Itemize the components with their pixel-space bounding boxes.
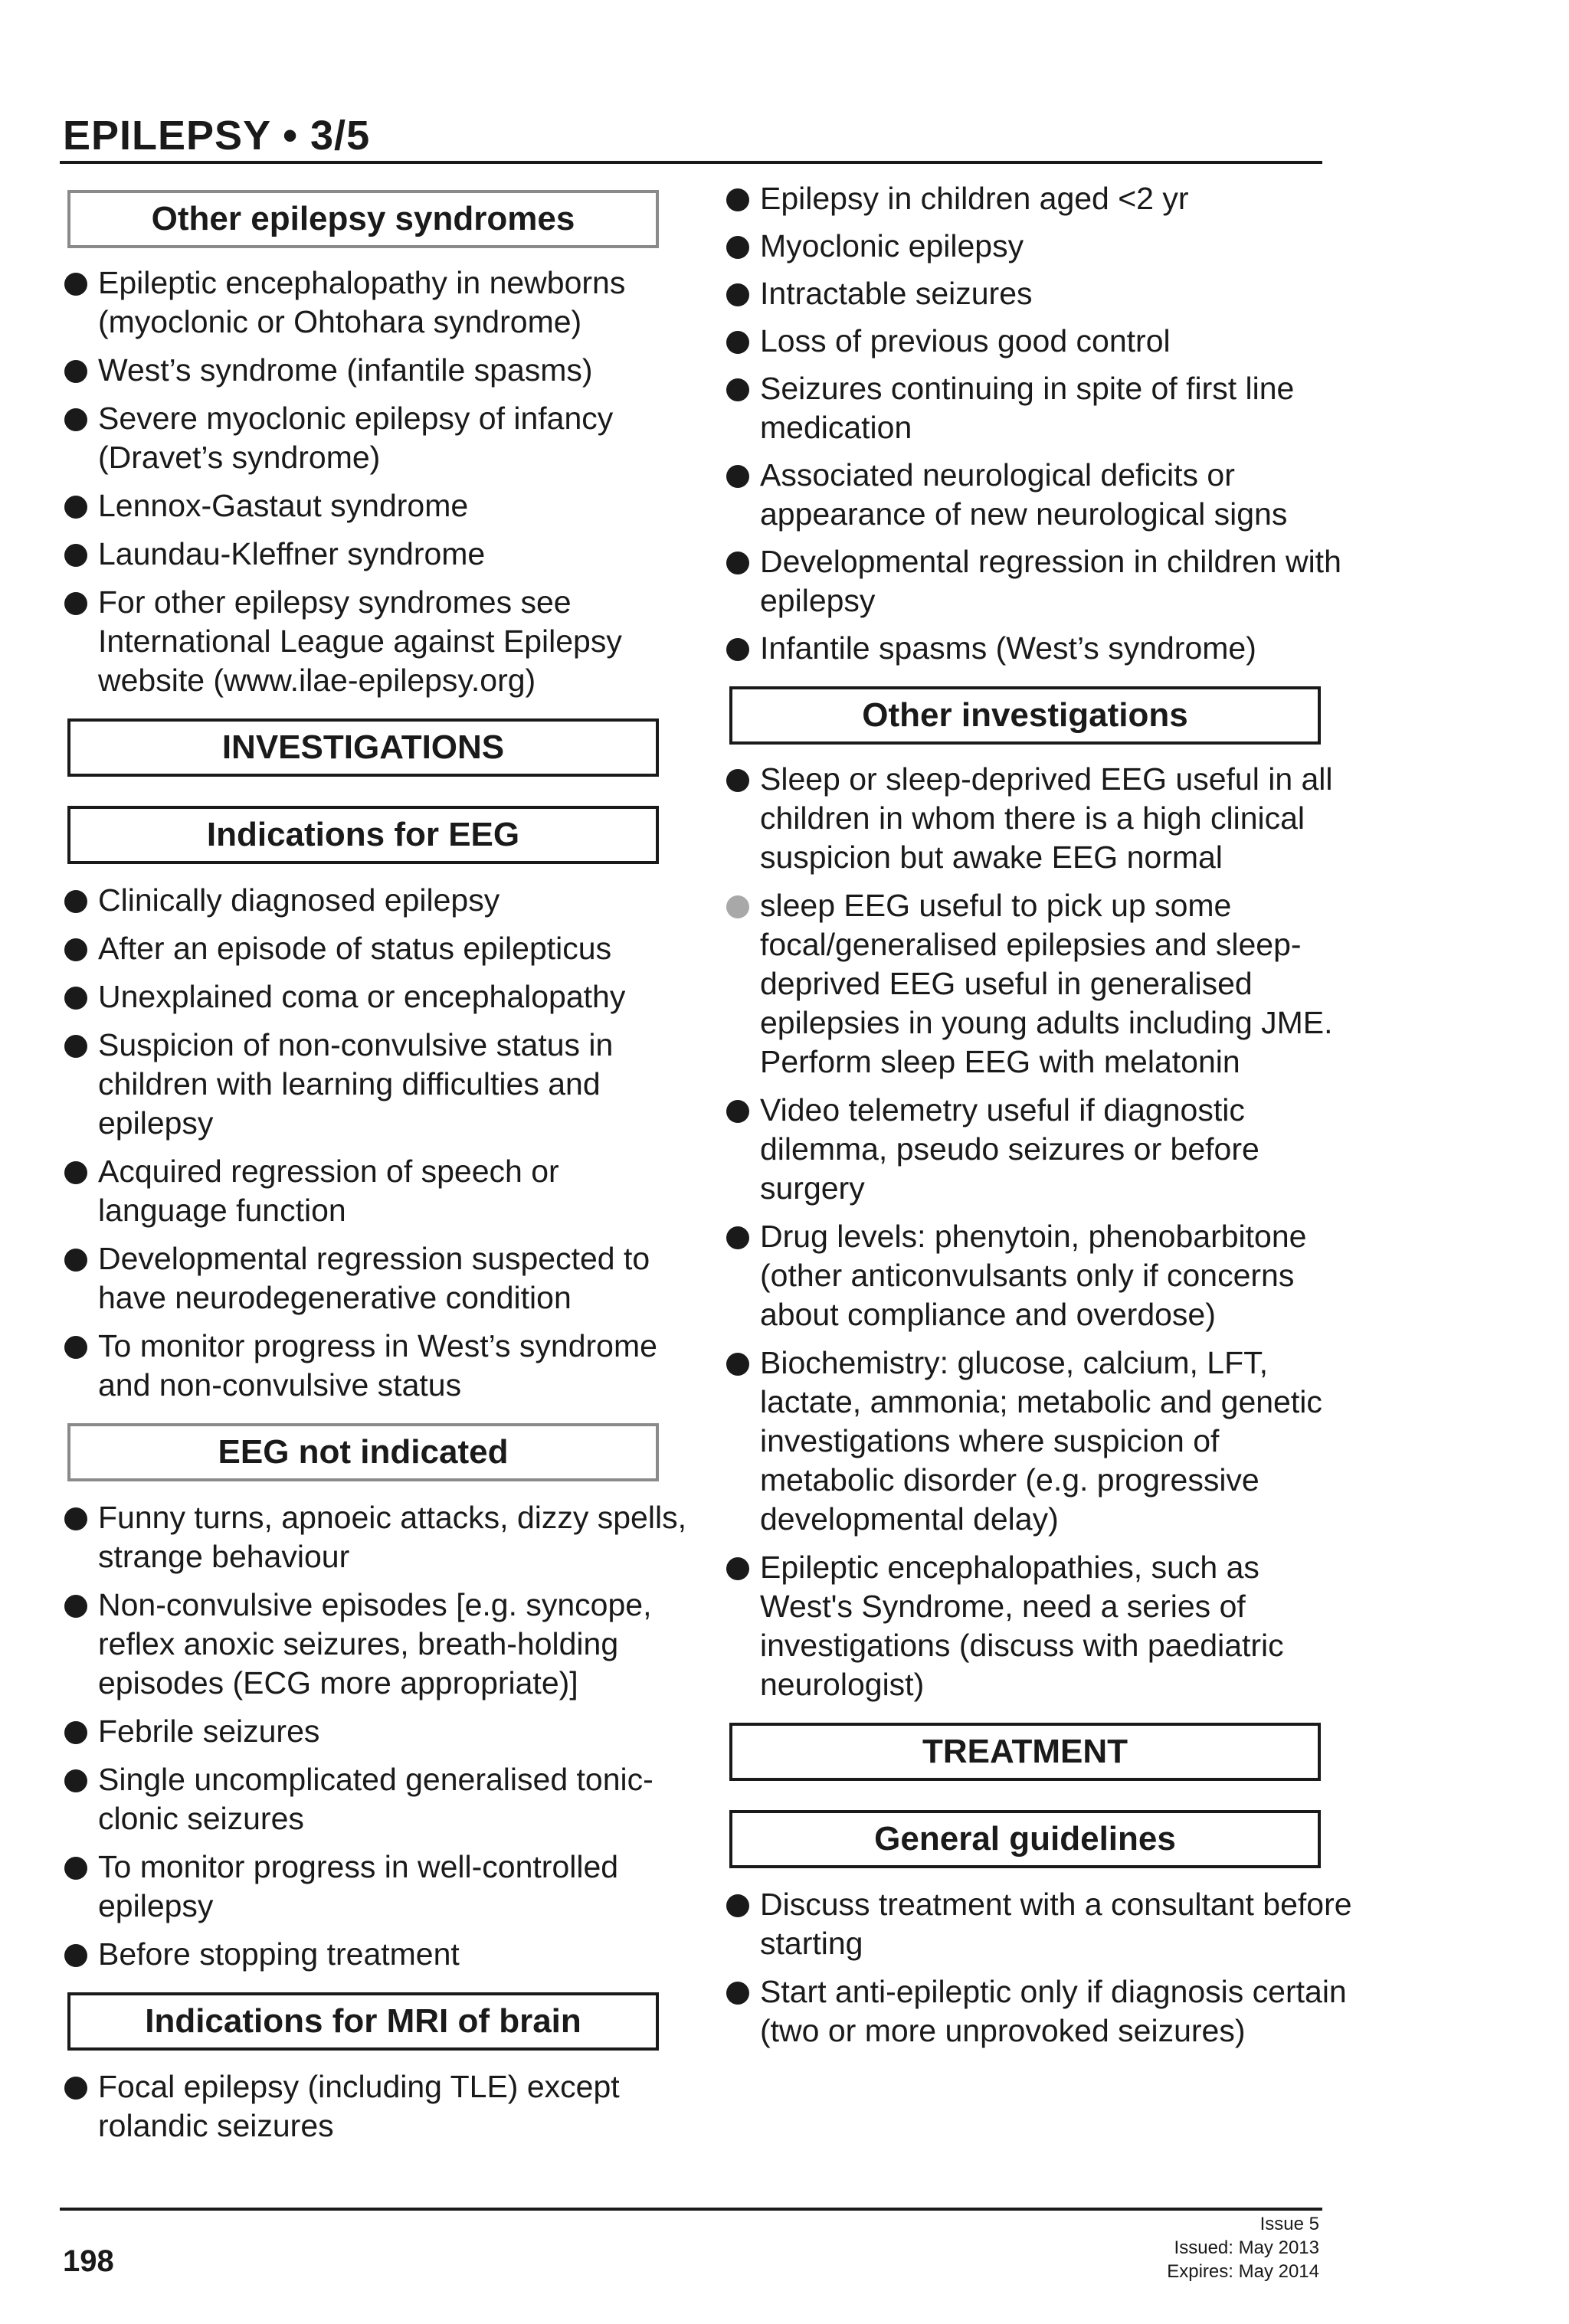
bullet-icon (726, 769, 749, 792)
issued-date: Issued: May 2013 (1174, 2237, 1319, 2258)
bullet-icon (64, 890, 87, 913)
list-item: Video telemetry useful if diagnostic dilemma, pseudo seizures or before surgery (725, 1091, 1353, 1208)
list-item: Developmental regression in children with epilepsy (725, 542, 1353, 620)
bullet-icon (726, 895, 749, 918)
list-item: Myoclonic epilepsy (725, 227, 1353, 266)
list-item: Unexplained coma or encephalopathy (63, 977, 691, 1016)
bullet-icon (726, 1100, 749, 1123)
list-item: Funny turns, apnoeic attacks, dizzy spells, strange behaviour (63, 1498, 691, 1576)
list-item: Clinically diagnosed epilepsy (63, 881, 691, 920)
bullet-icon (726, 283, 749, 306)
list-item: Sleep or sleep-deprived EEG useful in all children in whom there is a high clinical suspicion but awake EEG normal (725, 760, 1353, 877)
bullet-icon (726, 638, 749, 661)
bullet-icon (726, 236, 749, 259)
list-item: To monitor progress in well-controlled epilepsy (63, 1848, 691, 1926)
list-item: Intractable seizures (725, 274, 1353, 313)
bullet-icon (64, 1595, 87, 1618)
bullet-icon (726, 465, 749, 488)
issue-number: Issue 5 (1259, 2214, 1319, 2234)
bullet-icon (64, 1769, 87, 1792)
bullet-icon (64, 496, 87, 519)
section-heading-investigations: INVESTIGATIONS (67, 718, 659, 777)
bullet-icon (64, 592, 87, 615)
bullet-icon (64, 1249, 87, 1272)
list-item: Before stopping treatment (63, 1935, 691, 1974)
bullet-icon (64, 987, 87, 1010)
mri-indications-continued-list (725, 179, 1353, 668)
list-item: Discuss treatment with a consultant before starting (725, 1885, 1353, 1963)
list-item: sleep EEG useful to pick up some focal/generalised epilepsies and sleep-deprived EEG useful in generalised epilepsies in young adults including JME. Perform sleep EEG with melatonin (725, 886, 1353, 1082)
issue-info (1167, 2212, 1319, 2283)
bullet-icon (64, 1507, 87, 1530)
bullet-icon (726, 1557, 749, 1580)
section-heading-eeg-not-indicated: EEG not indicated (67, 1423, 659, 1481)
eeg-indications-list (63, 881, 691, 1405)
list-item: Epilepsy in children aged <2 yr (725, 179, 1353, 218)
list-item: Seizures continuing in spite of first line medication (725, 369, 1353, 447)
list-item: Single uncomplicated generalised tonic-clonic seizures (63, 1760, 691, 1838)
list-item: Associated neurological deficits or appearance of new neurological signs (725, 456, 1353, 534)
bullet-icon (64, 360, 87, 383)
bullet-icon (726, 1226, 749, 1249)
bullet-icon (64, 1721, 87, 1744)
bullet-icon (726, 1982, 749, 2005)
bullet-icon (64, 938, 87, 961)
page-title: EPILEPSY • 3/5 (63, 113, 371, 159)
bullet-icon (726, 1894, 749, 1917)
list-item: Epileptic encephalopathies, such as West's Syndrome, need a series of investigations (discuss with paediatric neurologist) (725, 1548, 1353, 1704)
list-item: Suspicion of non-convulsive status in children with learning difficulties and epilepsy (63, 1026, 691, 1143)
list-item: Epileptic encephalopathy in newborns (myoclonic or Ohtohara syndrome) (63, 263, 691, 342)
bullet-icon (726, 378, 749, 401)
general-guidelines-list (725, 1885, 1353, 2051)
expiry-date: Expires: May 2014 (1167, 2261, 1319, 2282)
section-heading-general-guidelines: General guidelines (729, 1810, 1321, 1868)
left-column (63, 179, 691, 2146)
list-item: Severe myoclonic epilepsy of infancy (Dravet’s syndrome) (63, 399, 691, 477)
bullet-icon (64, 1161, 87, 1184)
bullet-icon (726, 552, 749, 574)
section-heading-mri-indications: Indications for MRI of brain (67, 1992, 659, 2051)
list-item: Drug levels: phenytoin, phenobarbitone (other anticonvulsants only if concerns about compliance and overdose) (725, 1217, 1353, 1334)
mri-indications-list (63, 2067, 691, 2146)
list-item: West’s syndrome (infantile spasms) (63, 351, 691, 390)
bullet-icon (64, 544, 87, 567)
section-heading-eeg-indications: Indications for EEG (67, 806, 659, 864)
list-item: Biochemistry: glucose, calcium, LFT, lactate, ammonia; metabolic and genetic investigations where suspicion of metabolic disorder (e.g. progressive developmental delay) (725, 1344, 1353, 1539)
section-heading-other-syndromes: Other epilepsy syndromes (67, 190, 659, 248)
list-item: Febrile seizures (63, 1712, 691, 1751)
header-rule (60, 161, 1322, 164)
list-item: Loss of previous good control (725, 322, 1353, 361)
other-syndromes-list (63, 263, 691, 700)
other-investigations-list (725, 760, 1353, 1704)
section-heading-other-investigations: Other investigations (729, 686, 1321, 745)
list-item: Non-convulsive episodes [e.g. syncope, reflex anoxic seizures, breath-holding episodes (ECG more appropriate)] (63, 1586, 691, 1703)
right-column (725, 179, 1353, 2051)
bullet-icon (64, 1857, 87, 1880)
list-item: Infantile spasms (West’s syndrome) (725, 629, 1353, 668)
page-number: 198 (63, 2244, 114, 2278)
eeg-not-indicated-list (63, 1498, 691, 1974)
list-item: To monitor progress in West’s syndrome and non-convulsive status (63, 1327, 691, 1405)
list-item: Developmental regression suspected to have neurodegenerative condition (63, 1239, 691, 1317)
bullet-icon (64, 2077, 87, 2100)
list-item: Focal epilepsy (including TLE) except rolandic seizures (63, 2067, 691, 2146)
bullet-icon (64, 273, 87, 296)
list-item: Laundau-Kleffner syndrome (63, 535, 691, 574)
bullet-icon (64, 1035, 87, 1058)
bullet-icon (726, 331, 749, 354)
bullet-icon (64, 408, 87, 431)
bullet-icon (64, 1944, 87, 1967)
list-item: Acquired regression of speech or language function (63, 1152, 691, 1230)
section-heading-treatment: TREATMENT (729, 1723, 1321, 1781)
list-item: Start anti-epileptic only if diagnosis certain (two or more unprovoked seizures) (725, 1972, 1353, 2051)
footer-rule (60, 2208, 1322, 2211)
bullet-icon (64, 1336, 87, 1359)
list-item: For other epilepsy syndromes see International League against Epilepsy website (www.ilae-epilepsy.org) (63, 583, 691, 700)
list-item: After an episode of status epilepticus (63, 929, 691, 968)
list-item: Lennox-Gastaut syndrome (63, 486, 691, 525)
bullet-icon (726, 1353, 749, 1376)
bullet-icon (726, 188, 749, 211)
